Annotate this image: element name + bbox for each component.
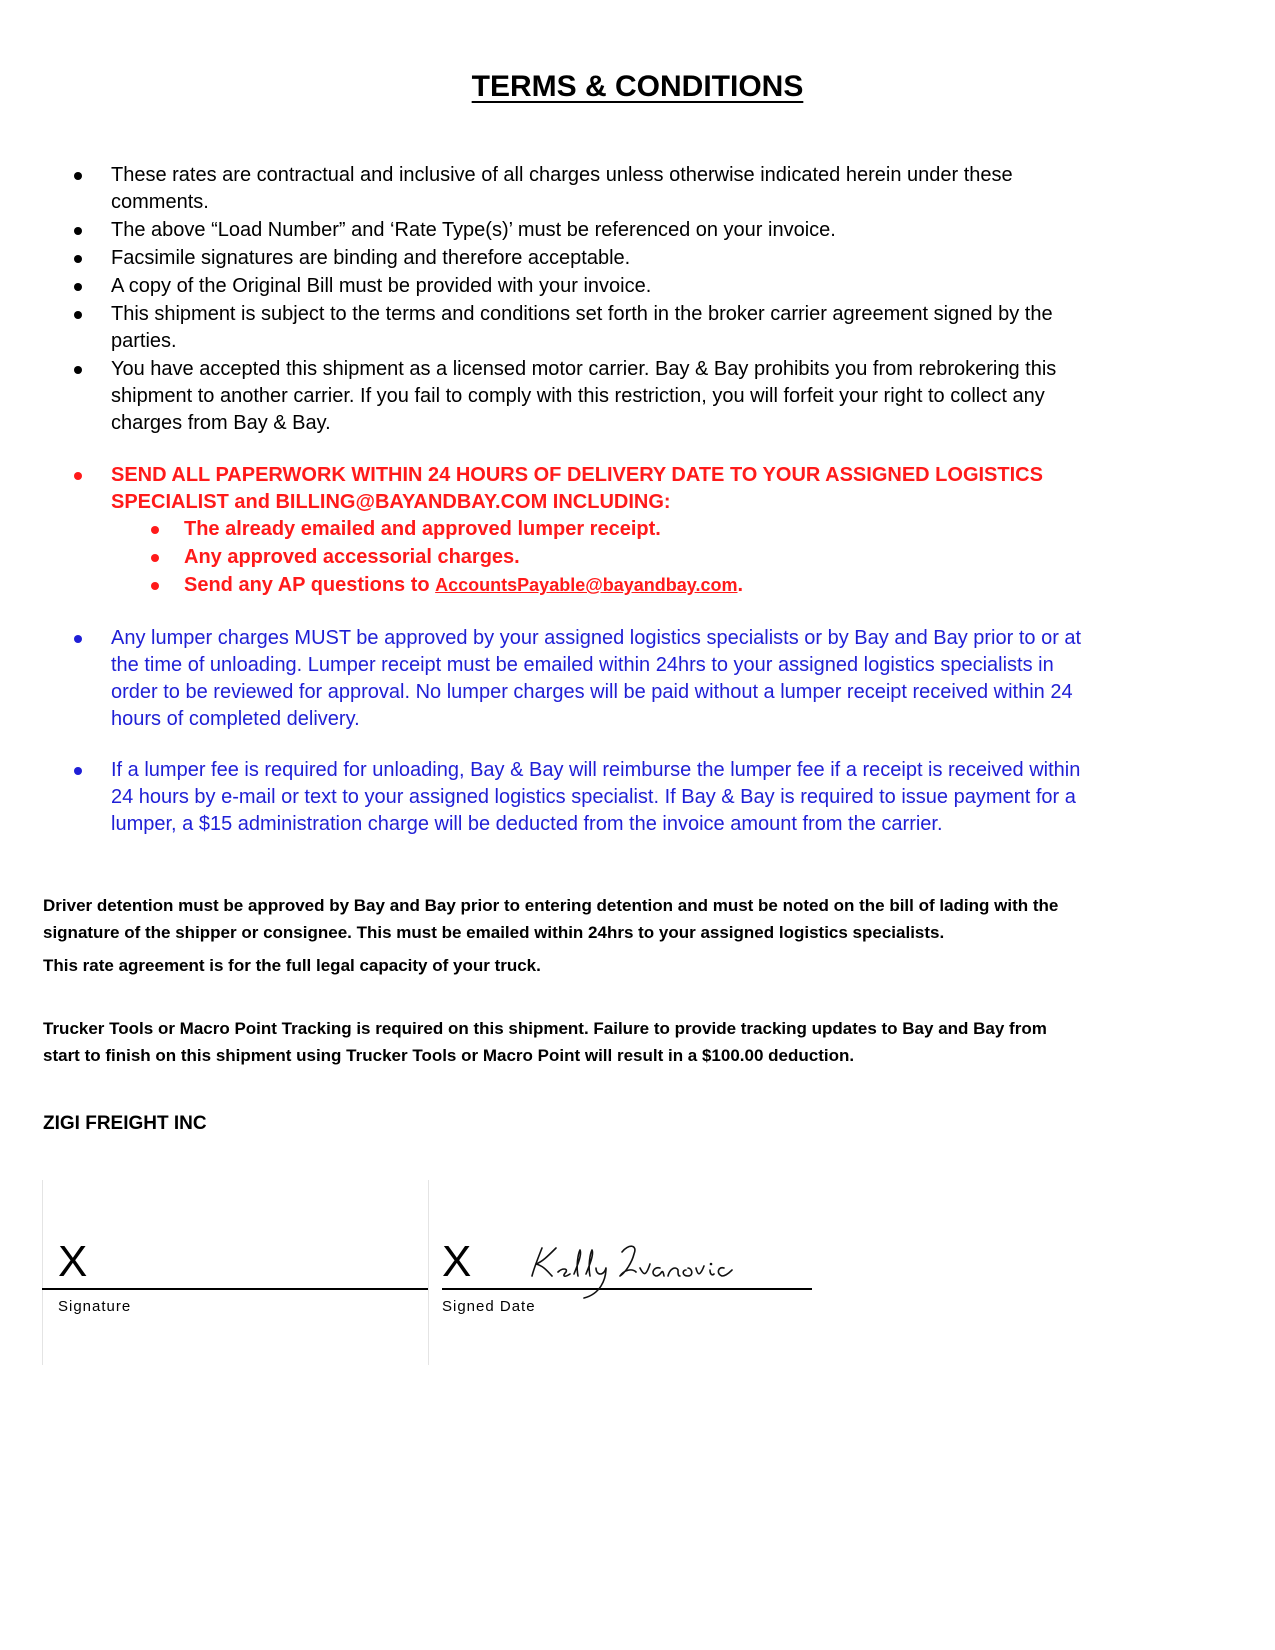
- paperwork-item: The already emailed and approved lumper receipt.: [184, 518, 661, 540]
- list-item: [111, 544, 1125, 571]
- list-item: [111, 572, 1125, 599]
- list-item: [0, 245, 1275, 272]
- handwritten-signature: [528, 1240, 768, 1304]
- term-text: A copy of the Original Bill must be provided with your invoice.: [111, 275, 652, 297]
- ap-questions-prefix: Send any AP questions to: [184, 574, 436, 596]
- general-terms-list: [0, 162, 1275, 438]
- list-item: [0, 301, 1275, 355]
- signature-box-border: [42, 1180, 43, 1365]
- company-name: ZIGI FREIGHT INC: [43, 1113, 207, 1134]
- paperwork-sublist: [111, 516, 1125, 599]
- list-item: [0, 273, 1275, 300]
- signature-line[interactable]: [42, 1288, 428, 1290]
- list-item: [0, 356, 1275, 437]
- signature-label: Signature: [58, 1298, 132, 1315]
- paperwork-item: Any approved accessorial charges.: [184, 546, 520, 568]
- capacity-paragraph: This rate agreement is for the full legal capacity of your truck.: [43, 956, 541, 975]
- bullet-icon: [151, 526, 159, 534]
- bullet-icon: [151, 582, 159, 590]
- bullet-icon: [74, 767, 82, 775]
- term-text: This shipment is subject to the terms and conditions set forth in the broker carrier agreement signed by the parties.: [111, 303, 1053, 352]
- paperwork-heading: SEND ALL PAPERWORK WITHIN 24 HOURS OF DELIVERY DATE TO YOUR ASSIGNED LOGISTICS SPECIALIST and BILLING@BAYANDBAY.COM INCLUDING:: [111, 464, 1043, 513]
- page-title: TERMS & CONDITIONS: [471, 70, 804, 103]
- bullet-icon: [151, 554, 159, 562]
- term-text: The above “Load Number” and ‘Rate Type(s)’ must be referenced on your invoice.: [111, 219, 836, 241]
- list-item: [0, 162, 1275, 216]
- bullet-icon: [74, 635, 82, 643]
- lumper-approval-text: Any lumper charges MUST be approved by your assigned logistics specialists or by Bay and Bay prior to or at the time of unloading. Lumper receipt must be emailed within 24hrs to your assigned logistics specialists in order to be reviewed for approval. No lumper charges will be paid without a lumper receipt received within 24 hours of completed delivery.: [111, 627, 1082, 730]
- list-item: [0, 462, 1275, 599]
- ap-questions-suffix: .: [737, 574, 744, 596]
- lumper-fee-text: If a lumper fee is required for unloading, Bay & Bay will reimburse the lumper fee if a receipt is received within 24 hours by e-mail or text to your assigned logistics specialist. If Bay & Bay is required to issue payment for a lumper, a $15 administration charge will be deducted from the invoice amount from the carrier.: [111, 759, 1081, 835]
- tracking-paragraph: Trucker Tools or Macro Point Tracking is required on this shipment. Failure to provide tracking updates to Bay and Bay from start to finish on this shipment using Trucker Tools or Macro Point will result in a $100.00 deduction.: [43, 1019, 1047, 1065]
- ap-email-link[interactable]: AccountsPayable@bayandbay.com: [435, 575, 738, 595]
- signature-x-mark: X: [58, 1237, 88, 1286]
- bullet-icon: [74, 227, 82, 235]
- signed-date-label: Signed Date: [442, 1298, 536, 1315]
- term-text: These rates are contractual and inclusive of all charges unless otherwise indicated herein under these comments.: [111, 164, 1013, 213]
- list-item: [111, 516, 1125, 543]
- signature-box-divider: [428, 1180, 429, 1365]
- lumper-approval-list: [0, 625, 1275, 734]
- list-item: [0, 625, 1275, 733]
- paperwork-requirements-list: [0, 462, 1275, 600]
- date-x-mark: X: [442, 1237, 472, 1286]
- lumper-fee-list: [0, 757, 1275, 839]
- bullet-icon: [74, 283, 82, 291]
- term-text: Facsimile signatures are binding and therefore acceptable.: [111, 247, 631, 269]
- detention-paragraph: Driver detention must be approved by Bay and Bay prior to entering detention and must be noted on the bill of lading with the signature of the shipper or consignee. This must be emailed within 24hrs to your assigned logistics specialists.: [43, 896, 1059, 942]
- list-item: [0, 757, 1275, 838]
- bullet-icon: [74, 255, 82, 263]
- list-item: [0, 217, 1275, 244]
- term-text: You have accepted this shipment as a licensed motor carrier. Bay & Bay prohibits you from rebrokering this shipment to another carrier. If you fail to comply with this restriction, you will forfeit your right to collect any charges from Bay & Bay.: [111, 358, 1057, 434]
- bullet-icon: [74, 172, 82, 180]
- bullet-icon: [74, 366, 82, 374]
- bullet-icon: [74, 472, 82, 480]
- bullet-icon: [74, 311, 82, 319]
